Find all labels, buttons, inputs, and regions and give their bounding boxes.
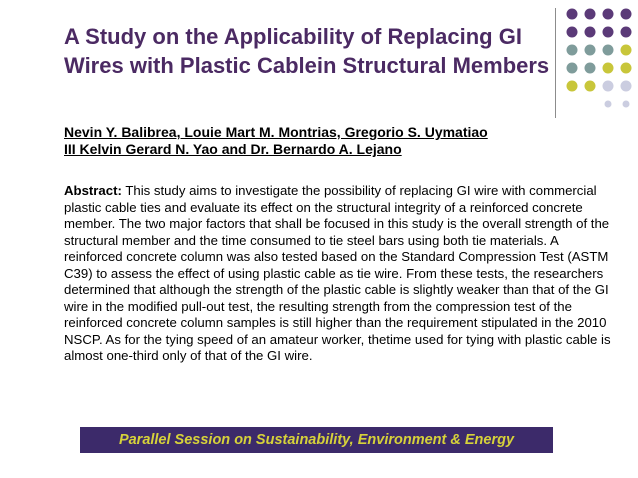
dot-lavender <box>621 81 632 92</box>
dot-purple <box>603 27 614 38</box>
dot-purple <box>621 27 632 38</box>
dot-lavender <box>603 81 614 92</box>
dot-teal <box>567 63 578 74</box>
dot-olive <box>603 63 614 74</box>
dot-purple <box>585 27 596 38</box>
authors <box>64 124 604 158</box>
dot-olive <box>621 63 632 74</box>
dot-teal <box>585 45 596 56</box>
dot-purple <box>567 27 578 38</box>
dot-purple <box>603 9 614 20</box>
dot-purple <box>621 9 632 20</box>
session-banner: Parallel Session on Sustainability, Environment & Energy <box>80 427 553 453</box>
decorative-dot-grid <box>566 8 638 108</box>
slide-title: A Study on the Applicability of Replacing GI Wires with Plastic Cablein Structural Members <box>64 24 550 78</box>
dot-lavender <box>605 101 612 108</box>
dot-olive <box>567 81 578 92</box>
authors-line-1: Nevin Y. Balibrea, Louie Mart M. Montrias, Gregorio S. Uymatiao <box>64 124 488 140</box>
authors-line-2: III Kelvin Gerard N. Yao and Dr. Bernardo A. Lejano <box>64 141 402 157</box>
abstract-text: This study aims to investigate the possibility of replacing GI wire with commercial plastic cable ties and evaluate its effect on the structural integrity of a reinforced concrete member. The two major factors that shall be focused in this study is the overall strength of the structural member and the time consumed to tie steel bars using both tie materials. A reinforced concrete column was also tested based on the Standard Compression Test (ASTM C39) to assess the effect of using plastic cable as tie wire. From these tests, the researchers determined that although the strength of the plastic cable is slightly weaker than that of the GI wire in the modified pull-out test, the resulting strength from the compression test of the reinforced concrete column samples is still higher than the requirement stipulated in the 2010 NSCP. As for the tying speed of an amateur worker, thetime used for tying with plastic cable is almost one-third only of that of the GI wire. <box>64 183 611 363</box>
divider-line <box>555 8 556 118</box>
dot-olive <box>585 81 596 92</box>
dot-purple <box>585 9 596 20</box>
abstract <box>64 183 612 365</box>
dot-lavender <box>623 101 630 108</box>
dot-teal <box>603 45 614 56</box>
dot-olive <box>621 45 632 56</box>
abstract-label: Abstract: <box>64 183 122 198</box>
dot-purple <box>567 9 578 20</box>
dot-teal <box>585 63 596 74</box>
dot-teal <box>567 45 578 56</box>
